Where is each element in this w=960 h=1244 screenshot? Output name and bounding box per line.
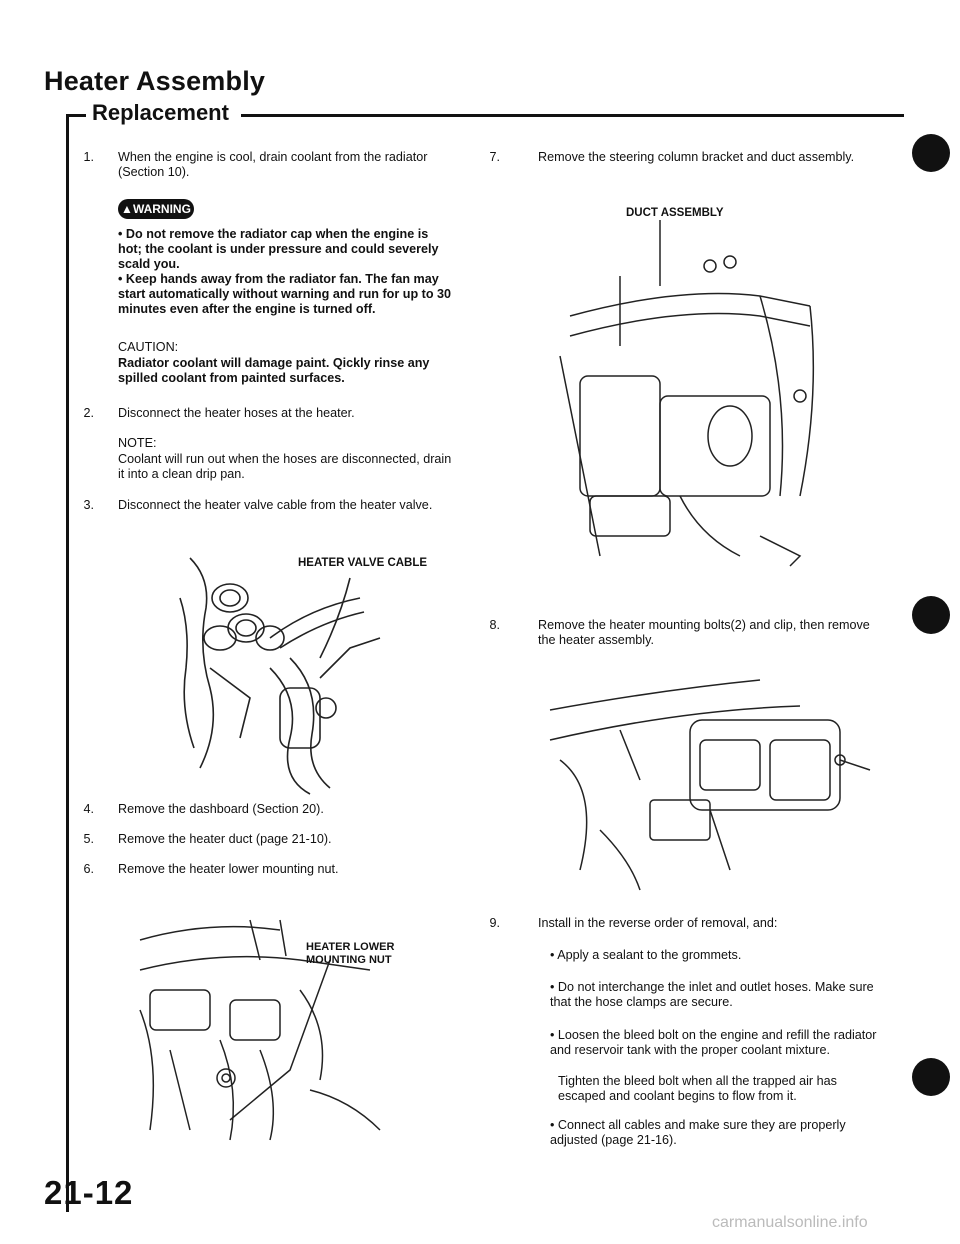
warning-item: • Do not remove the radiator cap when the engine is hot; the coolant is under pressure and could severely scald you. xyxy=(118,227,452,272)
warning-icon: ▲ xyxy=(121,202,133,216)
step-number: 9. xyxy=(489,916,500,930)
section-rule-left xyxy=(66,114,69,1212)
step-number: 2. xyxy=(83,406,94,420)
step-text: Disconnect the heater valve cable from the heater valve. xyxy=(118,498,433,512)
caution-text: Radiator coolant will damage paint. Qickly rinse any spilled coolant from painted surfaces. xyxy=(118,356,430,385)
section-rule xyxy=(228,114,904,117)
step-text: When the engine is cool, drain coolant from the radiator (Section 10). xyxy=(118,150,428,179)
list-item: • Apply a sealant to the grommets. xyxy=(550,948,884,963)
figure-label: HEATER LOWER xyxy=(306,941,395,953)
section-rule-tick xyxy=(66,114,86,117)
figure-label: HEATER VALVE CABLE xyxy=(298,557,428,569)
warning-badge: ▲WARNING xyxy=(118,199,194,219)
step-text: Remove the dashboard (Section 20). xyxy=(118,802,324,816)
step-number: 7. xyxy=(489,150,500,164)
heater-assembly-figure xyxy=(540,670,880,896)
list-item: • Connect all cables and make sure they are properly adjusted (page 21-16). xyxy=(550,1118,884,1148)
section-title: Replacement xyxy=(92,100,241,126)
page-title: Heater Assembly xyxy=(44,66,266,96)
step-text: Disconnect the heater hoses at the heater. xyxy=(118,406,355,420)
step-text: Remove the heater duct (page 21-10). xyxy=(118,832,332,846)
note-label: NOTE: xyxy=(118,436,157,450)
heater-valve-figure xyxy=(150,538,428,794)
note-text: Coolant will run out when the hoses are disconnected, drain it into a clean drip pan. xyxy=(118,452,452,481)
step-number: 8. xyxy=(489,618,500,632)
step-number: 3. xyxy=(83,498,94,512)
lower-mounting-nut-figure xyxy=(130,900,400,1142)
warning-item: • Keep hands away from the radiator fan. The fan may start automatically without warning and run for up to 30 minutes even after the engine is turned off. xyxy=(118,272,452,317)
step-text: Remove the heater mounting bolts(2) and clip, then remove the heater assembly. xyxy=(538,618,870,647)
step-number: 5. xyxy=(83,832,94,846)
step-text: Remove the steering column bracket and duct assembly. xyxy=(538,150,855,164)
figure-label: MOUNTING NUT xyxy=(306,954,392,966)
page-edge-dot xyxy=(912,1058,950,1096)
figure-label: DUCT ASSEMBLY xyxy=(626,207,724,219)
step-text: Install in the reverse order of removal, and: xyxy=(538,916,778,930)
list-item: • Loosen the bleed bolt on the engine and refill the radiator and reservoir tank with the proper coolant mixture. xyxy=(550,1028,884,1058)
step-text: Remove the heater lower mounting nut. xyxy=(118,862,339,876)
page-edge-dot xyxy=(912,596,950,634)
step-number: 1. xyxy=(83,150,94,164)
step-number: 4. xyxy=(83,802,94,816)
duct-assembly-figure xyxy=(560,196,880,580)
page-edge-dot xyxy=(912,134,950,172)
list-item: • Do not interchange the inlet and outlet hoses. Make sure that the hose clamps are secure. xyxy=(550,980,884,1010)
caution-label: CAUTION: xyxy=(118,340,179,354)
list-item-extra: Tighten the bleed bolt when all the trapped air has escaped and coolant begins to flow from it. xyxy=(558,1074,837,1103)
step-number: 6. xyxy=(83,862,94,876)
page-number: 21-12 xyxy=(44,1174,134,1211)
footer-watermark: carmanualsonline.info xyxy=(712,1214,868,1231)
